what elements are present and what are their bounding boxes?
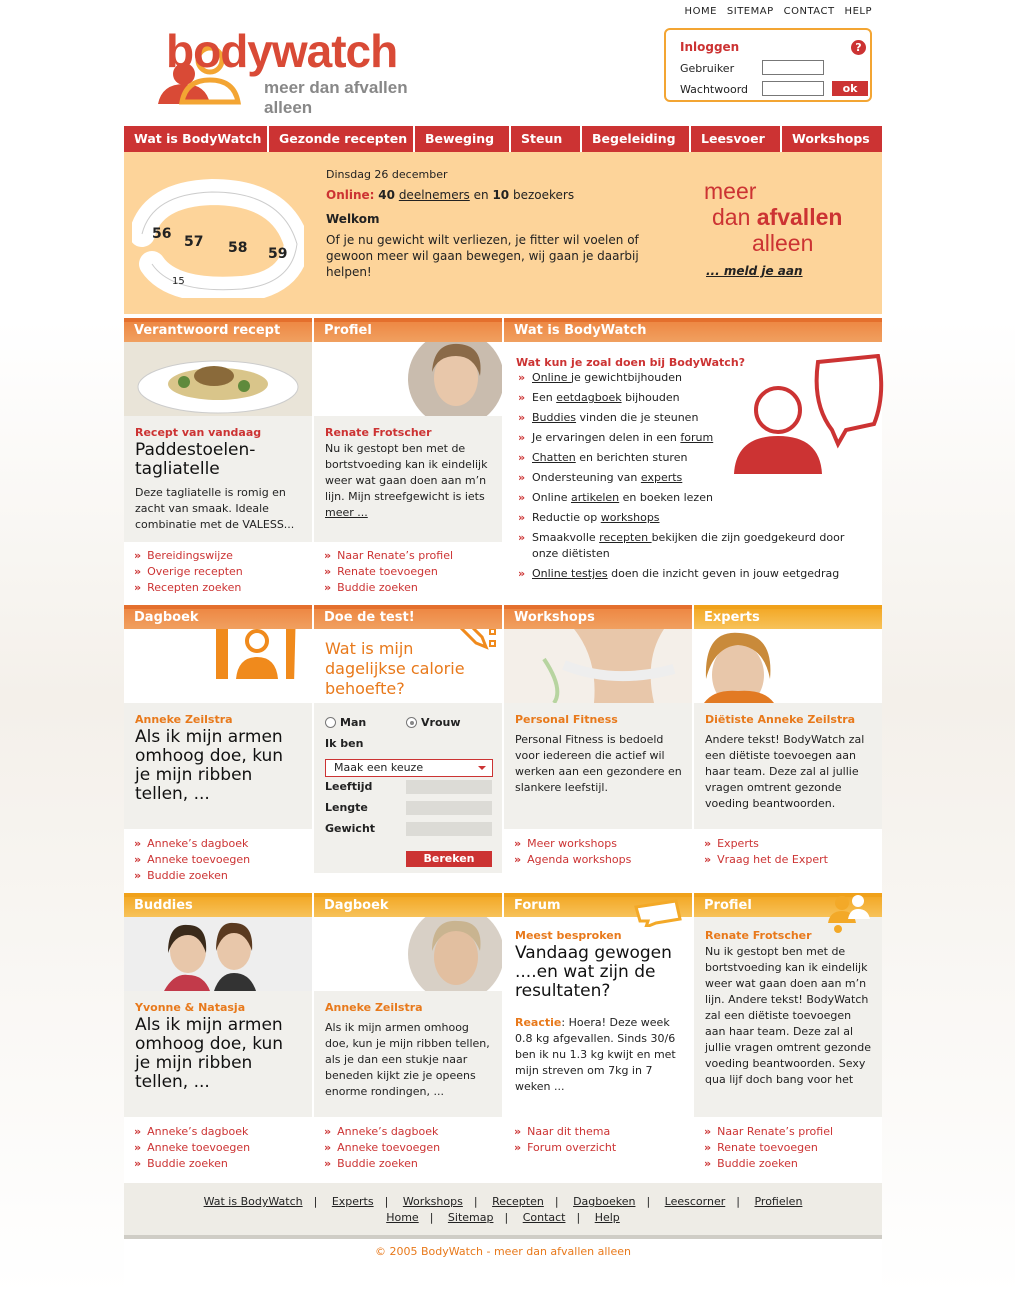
footer-workshops[interactable]: Workshops	[402, 1195, 463, 1208]
members-link[interactable]: deelnemers	[398, 188, 470, 202]
workshop-photo	[504, 629, 692, 703]
link-forum-overzicht[interactable]: » Forum overzicht	[514, 1140, 682, 1156]
link-renate-profiel[interactable]: » Naar Renate’s profiel	[704, 1124, 872, 1140]
profile2-body	[705, 929, 875, 1088]
link-meer-workshops[interactable]: » Meer workshops	[514, 836, 682, 852]
buddies-names: Yvonne & Natasja	[135, 1001, 246, 1014]
link-buddie-zoeken[interactable]: » Buddie zoeken	[324, 1156, 492, 1172]
recipe-links	[124, 542, 312, 596]
calorie-test-card	[314, 605, 502, 873]
list-item: » Online artikelen en boeken lezen	[516, 490, 866, 506]
welcome-banner	[124, 152, 882, 314]
current-date: Dinsdag 26 december	[326, 168, 448, 181]
link-experts[interactable]: » Experts	[704, 836, 872, 852]
nav-beweging[interactable]: Beweging	[415, 126, 511, 152]
recipe-title: Paddestoelen-tagliatelle	[135, 440, 256, 479]
link-overige-recepten[interactable]: » Overige recepten	[134, 564, 302, 580]
username-label: Gebruiker	[680, 62, 735, 75]
nav-steun[interactable]: Steun	[511, 126, 582, 152]
profile-card	[314, 318, 502, 542]
man-radio[interactable]	[325, 717, 336, 728]
profile2-links	[694, 1118, 882, 1172]
profile2-text: Nu ik gestopt ben met de bortstvoeding kan ik eindelijk weer wat gaan doen aan m’n lijn. Andere tekst! BodyWatch zal een diëtiste toevoegen aan haar team. Deze zal al jullie vragen omtrent gezonde voeding beantwoorden. Sexy qua lijf doch bang voor het	[705, 945, 872, 1086]
signup-link[interactable]: ... meld je aan	[706, 264, 803, 278]
password-input[interactable]	[762, 81, 824, 96]
list-item: » Reductie op workshops	[516, 510, 866, 526]
page	[124, 0, 882, 1296]
nav-gezonde-recepten[interactable]: Gezonde recepten	[269, 126, 415, 152]
copyright: © 2005 BodyWatch - meer dan afvallen alleen	[375, 1245, 631, 1258]
leeftijd-label: Leeftijd	[325, 780, 373, 793]
gender-man[interactable]: Man	[325, 716, 366, 729]
forum-body	[515, 929, 685, 1095]
lengte-input[interactable]	[406, 801, 492, 815]
profile2-name: Renate Frotscher	[705, 929, 812, 942]
buddies-links	[124, 1118, 312, 1172]
link-vraag-expert[interactable]: » Vraag het de Expert	[704, 852, 872, 868]
footer-sitemap[interactable]: Sitemap	[447, 1211, 494, 1224]
link-buddie-zoeken[interactable]: » Buddie zoeken	[134, 1156, 302, 1172]
gewicht-input[interactable]	[406, 822, 492, 836]
link-buddie-zoeken[interactable]: » Buddie zoeken	[134, 868, 302, 884]
profile-photo	[314, 342, 502, 416]
experts-links	[694, 830, 882, 868]
gewicht-label: Gewicht	[325, 822, 376, 835]
nav-leesvoer[interactable]: Leesvoer	[691, 126, 782, 152]
profile-body	[314, 416, 502, 521]
bereken-button[interactable]: Bereken	[406, 851, 492, 867]
diary2-body	[314, 991, 502, 1100]
nav-wat-is-bodywatch[interactable]: Wat is BodyWatch	[124, 126, 269, 152]
recipe-body	[124, 416, 312, 533]
topnav-home[interactable]: HOME	[684, 6, 717, 17]
diary-body	[124, 703, 312, 810]
profile-links	[314, 542, 502, 596]
footer-experts[interactable]: Experts	[331, 1195, 374, 1208]
logo[interactable]	[154, 24, 454, 117]
list-item: » Online je gewichtbijhouden	[516, 370, 866, 386]
link-recepten-zoeken[interactable]: » Recepten zoeken	[134, 580, 302, 596]
list-item: » Online testjes doen die inzicht geven in jouw eetgedrag	[516, 566, 866, 582]
profile-text: Nu ik gestopt ben met de bortstvoeding kan ik eindelijk weer wat gaan doen aan m’n lijn. Mijn streefgewicht is iets meer ...	[325, 442, 488, 519]
diary-card	[124, 605, 312, 829]
svg-text:56: 56	[152, 226, 172, 242]
forum-reply: Reactie: Hoera! Deze week 0.8 kg afgevallen. Sinds 30/6 ben ik nu 1.3 kg kwijt en met mijn streven om 7kg in 7 weken ...	[515, 1016, 676, 1093]
footer-links-secondary: Home | Sitemap | Contact | Help	[386, 1211, 620, 1224]
buddies-head: Buddies	[124, 893, 312, 917]
link-anneke-dagboek[interactable]: » Anneke’s dagboek	[324, 1124, 492, 1140]
link-buddie-zoeken[interactable]: » Buddie zoeken	[324, 580, 492, 596]
buddies-body	[124, 991, 312, 1098]
login-box	[664, 28, 872, 102]
welcome-heading: Welkom	[326, 212, 380, 226]
diary-image	[124, 629, 312, 703]
footer-dagboeken[interactable]: Dagboeken	[573, 1195, 636, 1208]
login-ok-button[interactable]: ok	[832, 81, 868, 96]
footer-home[interactable]: Home	[386, 1211, 419, 1224]
link-anneke-dagboek[interactable]: » Anneke’s dagboek	[134, 836, 302, 852]
chat-bubble-icon	[632, 893, 688, 927]
measuring-tape-icon	[132, 174, 304, 298]
diary-author: Anneke Zeilstra	[135, 713, 233, 726]
footer-links-main: Wat is BodyWatch | Experts | Workshops | Recepten | Dagboeken | Leescorner | Profielen	[203, 1195, 803, 1208]
recipe-text: Deze tagliatelle is romig en zacht van smaak. Ideale combinatie met de VALESS...	[135, 486, 295, 531]
list-item: » Chatten en berichten sturen	[516, 450, 866, 466]
leeftijd-input[interactable]	[406, 780, 492, 794]
workshops-text: Personal Fitness is bedoeld voor iedereen die actief wil werken aan een gezondere en slankere leefstijl.	[515, 733, 682, 794]
recipe-subtitle: Recept van vandaag	[135, 426, 262, 439]
footer-contact[interactable]: Contact	[522, 1211, 566, 1224]
list-item: » Je ervaringen delen in een forum	[516, 430, 866, 446]
recipe-image	[124, 342, 312, 416]
list-item: » Buddies vinden die je steunen	[516, 410, 866, 426]
svg-text:15: 15	[172, 276, 185, 287]
diary-card-2	[314, 893, 502, 1117]
diary2-text: Als ik mijn armen omhoog doe, kun je mijn ribben tellen, als je dan een stukje naar beneden kijkt zie je opeens enorme rondingen, ...	[325, 1021, 490, 1098]
diary-links	[124, 830, 312, 884]
main-nav	[124, 126, 882, 152]
link-agenda-workshops[interactable]: » Agenda workshops	[514, 852, 682, 868]
link-renate-toevoegen[interactable]: » Renate toevoegen	[324, 564, 492, 580]
experts-card	[694, 605, 882, 829]
profile-head: Profiel	[314, 318, 502, 342]
test-question: Wat is mijn dagelijkse calorie behoefte?	[325, 639, 465, 698]
link-anneke-toevoegen[interactable]: » Anneke toevoegen	[134, 852, 302, 868]
link-dit-thema[interactable]: » Naar dit thema	[514, 1124, 682, 1140]
link-anneke-dagboek[interactable]: » Anneke’s dagboek	[134, 1124, 302, 1140]
profile2-head: Profiel	[694, 893, 882, 917]
experts-text: Andere tekst! BodyWatch zal een diëtiste toevoegen aan haar team. Deze zal al jullie vragen omtrent gezonde voeding beantwoorden.	[705, 733, 865, 810]
welcome-text: Of je nu gewicht wilt verliezen, je fitter wil voelen of gewoon meer wil gaan bewegen, wij gaan je daarbij helpen!	[326, 233, 639, 279]
recipe-head: Verantwoord recept	[124, 318, 312, 342]
footer-profielen[interactable]: Profielen	[754, 1195, 803, 1208]
footer-leescorner[interactable]: Leescorner	[664, 1195, 726, 1208]
test-head: Doe de test!	[314, 605, 502, 629]
vrouw-radio[interactable]	[406, 717, 417, 728]
top-nav	[685, 6, 872, 17]
ikben-label: Ik ben	[325, 737, 364, 750]
forum-title: Vandaag gewogen ....en wat zijn de resultaten?	[515, 943, 672, 1001]
wat-feature-list	[516, 370, 866, 586]
buddies-photo	[124, 917, 312, 991]
logo-wordmark: bodywatch	[166, 25, 398, 77]
pencil-icon	[446, 629, 502, 663]
online-status: Online: 40 deelnemers en 10 bezoekers	[326, 188, 575, 202]
experts-body	[694, 703, 882, 812]
profile-name: Renate Frotscher	[325, 426, 432, 439]
svg-text:59: 59	[268, 246, 288, 262]
list-item: » Een eetdagboek bijhouden	[516, 390, 866, 406]
forum-subtitle: Meest besproken	[515, 929, 622, 942]
username-input[interactable]	[762, 60, 824, 75]
workshops-card	[504, 605, 692, 829]
diary2-author: Anneke Zeilstra	[325, 1001, 423, 1014]
diary-title: Als ik mijn armen omhoog doe, kun je mijn ribben tellen, ...	[135, 727, 284, 804]
svg-text:57: 57	[184, 234, 204, 250]
help-icon[interactable]: ?	[851, 40, 866, 55]
nav-workshops[interactable]: Workshops	[782, 126, 882, 152]
expert-name: Diëtiste Anneke Zeilstra	[705, 713, 856, 726]
forum-links	[504, 1118, 692, 1156]
workshops-head: Workshops	[504, 605, 692, 629]
workshops-links	[504, 830, 692, 868]
expert-photo	[694, 629, 882, 703]
lengte-label: Lengte	[325, 801, 368, 814]
link-renate-profiel[interactable]: » Naar Renate’s profiel	[324, 548, 492, 564]
experts-head: Experts	[694, 605, 882, 629]
link-renate-toevoegen[interactable]: » Renate toevoegen	[704, 1140, 872, 1156]
workshops-subtitle: Personal Fitness	[515, 713, 618, 726]
recipe-card	[124, 318, 312, 542]
wat-subtitle: Wat kun je zoal doen bij BodyWatch?	[516, 356, 746, 369]
wat-head: Wat is BodyWatch	[504, 318, 882, 342]
topnav-contact[interactable]: CONTACT	[783, 6, 835, 17]
what-is-bodywatch-panel	[504, 318, 882, 600]
link-bereidingswijze[interactable]: » Bereidingswijze	[134, 548, 302, 564]
diary2-photo	[314, 917, 502, 991]
footer-wat-is-bodywatch[interactable]: Wat is BodyWatch	[203, 1195, 303, 1208]
password-label: Wachtwoord	[680, 83, 749, 96]
read-more-link[interactable]: meer ...	[325, 506, 368, 519]
forum-card	[504, 893, 692, 1117]
ikben-select[interactable]: Maak een keuze	[325, 759, 493, 777]
link-buddie-zoeken[interactable]: » Buddie zoeken	[704, 1156, 872, 1172]
nav-begeleiding[interactable]: Begeleiding	[582, 126, 691, 152]
list-item: » Smaakvolle recepten bekijken die zijn goedgekeurd door onze diëtisten	[516, 530, 866, 562]
link-anneke-toevoegen[interactable]: » Anneke toevoegen	[134, 1140, 302, 1156]
buddies-card	[124, 893, 312, 1117]
footer-recepten[interactable]: Recepten	[492, 1195, 544, 1208]
list-item: » Ondersteuning van experts	[516, 470, 866, 486]
diary2-head: Dagboek	[314, 893, 502, 917]
svg-text:58: 58	[228, 240, 248, 256]
slogan: meer dan afvallen alleen	[704, 178, 843, 256]
diary-head: Dagboek	[124, 605, 312, 629]
link-anneke-toevoegen[interactable]: » Anneke toevoegen	[324, 1140, 492, 1156]
diary2-links	[314, 1118, 502, 1172]
profile-card-2	[694, 893, 882, 1117]
topnav-sitemap[interactable]: SITEMAP	[726, 6, 774, 17]
test-question-area	[314, 629, 502, 703]
forum-head: Forum	[504, 893, 692, 917]
footer-help[interactable]: Help	[594, 1211, 620, 1224]
login-title: Inloggen	[680, 40, 740, 54]
gender-vrouw[interactable]: Vrouw	[406, 716, 461, 729]
buddies-title: Als ik mijn armen omhoog doe, kun je mijn ribben tellen, ...	[135, 1015, 284, 1092]
topnav-help[interactable]: HELP	[844, 6, 872, 17]
workshops-body	[504, 703, 692, 796]
logo-tagline: meer dan afvallen alleen	[264, 78, 408, 117]
open-book-person-icon	[124, 629, 312, 679]
footer	[124, 1183, 882, 1239]
